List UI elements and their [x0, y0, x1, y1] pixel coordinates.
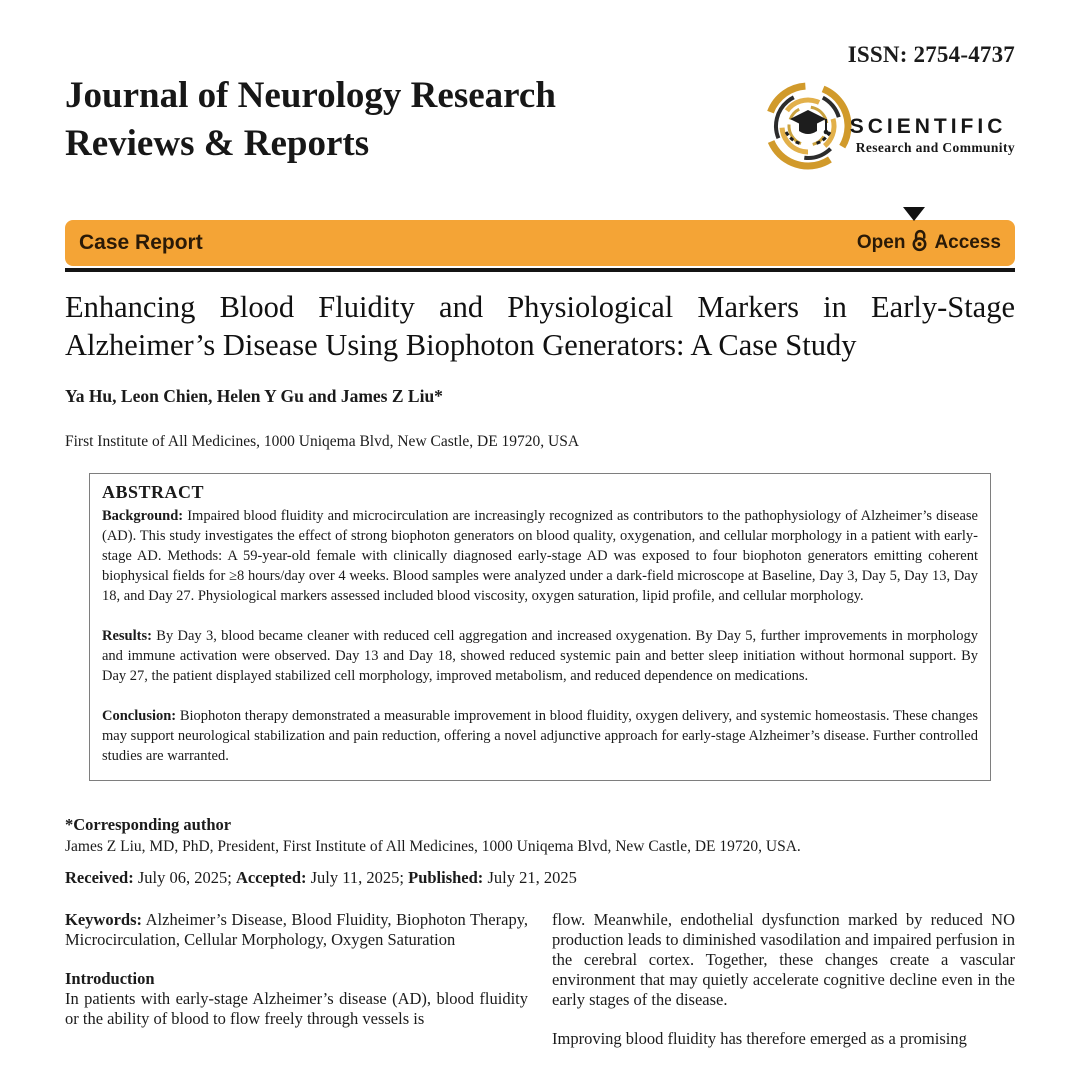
right-column: [552, 910, 1015, 1049]
results-text: By Day 3, blood became cleaner with reduced cell aggregation and increased oxygenation. By Day 5, further improvements in morphology and immune activation were observed. Day 13 and Day 18, showed reduced systemic pain and better sleep initiation without hormonal support. By Day 27, the patient displayed stabilized cell morphology, improved metabolism, and reduced dependence on medications.: [102, 628, 978, 684]
left-column: [65, 910, 528, 1049]
abstract-heading: ABSTRACT: [102, 482, 205, 502]
conclusion-text: Biophoton therapy demonstrated a measurable improvement in blood fluidity, oxygen delivery, and systemic homeostasis. These changes may support neurological stabilization and pain reduction, offering a novel adjunctive approach for early-stage Alzheimer’s disease. Further controlled studies are warranted.: [102, 708, 978, 764]
affiliation: First Institute of All Medicines, 1000 Uniqema Blvd, New Castle, DE 19720, USA: [65, 433, 580, 450]
right-column-paragraph-2: Improving blood fluidity has therefore emerged as a promising: [552, 1029, 967, 1048]
background-label: Background:: [102, 508, 184, 524]
abstract-background-paragraph: [102, 506, 978, 606]
body-columns: [65, 910, 1015, 1049]
open-access-badge: [857, 228, 1001, 258]
right-column-paragraph-1: flow. Meanwhile, endothelial dysfunction marked by reduced NO production leads to diminished vasodilation and impaired perfusion in the cerebral cortex. Together, these changes create a vascular environment that may quietly accelerate cognitive decline even in the early stages of the disease.: [552, 910, 1015, 1009]
keywords-text: Alzheimer’s Disease, Blood Fluidity, Biophoton Therapy, Microcirculation, Cellular Morphology, Oxygen Saturation: [65, 910, 528, 949]
corresponding-author-block: [65, 815, 1015, 856]
journal-title: [65, 72, 556, 168]
background-text: Impaired blood fluidity and microcirculation are increasingly recognized as contributors to the pathophysiology of Alzheimer’s disease (AD). This study investigates the effect of strong biophoton generators on blood quality, oxygenation, and cellular morphology in a patient with early-stage AD. Methods: A 59-year-old female with clinically diagnosed early-stage AD was exposed to four biophoton generators emitting coherent biophysical fields for ≥8 hours/day over 4 weeks. Blood samples were analyzed under a dark-field microscope at Baseline, Day 3, Day 5, Day 13, Day 18, and Day 27. Physiological markers assessed included blood viscosity, oxygen saturation, lipid profile, and cellular morphology.: [102, 508, 978, 604]
open-access-word-access: Access: [934, 232, 1001, 253]
open-access-word-open: Open: [856, 232, 906, 253]
accepted-date: July 11, 2025;: [306, 868, 409, 887]
journal-header: [65, 40, 1015, 212]
banner-bar: [65, 220, 1015, 266]
published-label: Published:: [408, 868, 484, 887]
journal-title-line2: Reviews & Reports: [65, 123, 370, 164]
issn-number: ISSN: 2754-4737: [847, 42, 1015, 67]
received-label: Received:: [65, 868, 134, 887]
keywords-label: Keywords:: [65, 910, 142, 929]
divider-rule: [65, 268, 1015, 272]
author-list: Ya Hu, Leon Chien, Helen Y Gu and James Z Liu*: [65, 386, 443, 406]
article-title: Enhancing Blood Fluidity and Physiological Markers in Early-Stage Alzheimer’s Disease Using Biophoton Generators: A Case Study: [65, 290, 1015, 362]
pointer-triangle-icon: [903, 207, 925, 221]
journal-title-line1: Journal of Neurology Research: [65, 75, 556, 116]
results-label: Results:: [102, 628, 152, 644]
logo-tagline: Research and Community: [855, 140, 1015, 155]
logo-emblem-icon: [762, 80, 854, 177]
abstract-box: [89, 473, 991, 781]
published-date: July 21, 2025: [483, 868, 577, 887]
corresponding-author-text: James Z Liu, MD, PhD, President, First Institute of All Medicines, 1000 Uniqema Blvd, New Castle, DE 19720, USA.: [65, 838, 801, 855]
logo-text: [850, 115, 1015, 156]
article-type-label: Case Report: [79, 231, 203, 254]
conclusion-label: Conclusion:: [102, 708, 177, 724]
open-access-lock-icon: [910, 228, 929, 258]
article-dates: [65, 868, 1015, 888]
received-date: July 06, 2025;: [133, 868, 236, 887]
introduction-paragraph: In patients with early-stage Alzheimer’s disease (AD), blood fluidity or the ability of blood to flow freely through vessels is: [65, 989, 528, 1028]
logo-name: SCIENTIFIC: [849, 115, 1007, 138]
introduction-heading: Introduction: [65, 969, 155, 988]
abstract-results-paragraph: [102, 626, 978, 686]
abstract-conclusion-paragraph: [102, 706, 978, 766]
accepted-label: Accepted:: [235, 868, 307, 887]
publisher-logo: [762, 80, 1015, 177]
article-type-banner: [65, 220, 1015, 272]
keywords-paragraph: [65, 910, 528, 950]
corresponding-author-label: *Corresponding author: [65, 815, 232, 834]
